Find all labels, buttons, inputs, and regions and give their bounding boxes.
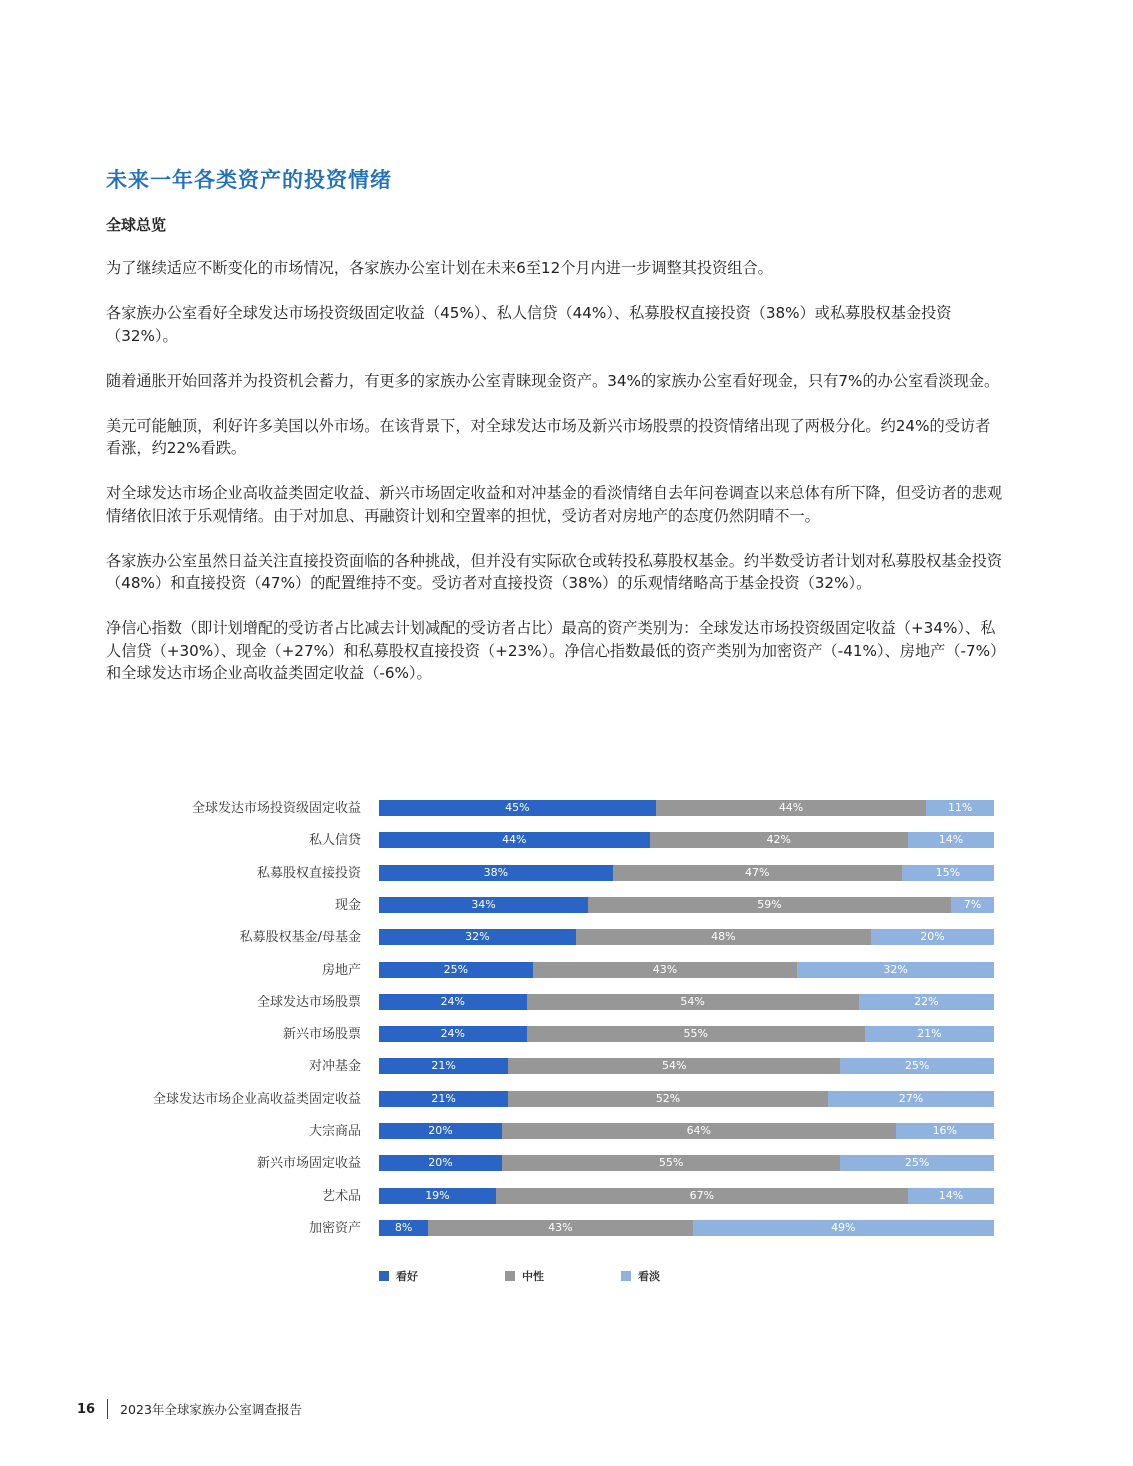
category-label: 私募股权直接投资 xyxy=(256,865,361,881)
bar-segment-neutral xyxy=(496,1188,908,1204)
bar-segment-positive xyxy=(379,832,650,848)
category-label: 大宗商品 xyxy=(308,1124,361,1139)
stacked-bar xyxy=(379,1188,994,1204)
legend-swatch xyxy=(505,1271,515,1281)
stacked-bar xyxy=(379,1220,994,1236)
category-label: 现金 xyxy=(334,897,361,913)
bar-segment-neutral xyxy=(527,994,859,1010)
data-label: 44% xyxy=(502,833,527,847)
legend-label: 看淡 xyxy=(638,1270,660,1283)
paragraph: 美元可能触顶，利好许多美国以外市场。在该背景下，对全球发达市场及新兴市场股票的投资情绪出现了两极分化。约24%的受访者看涨，约22%看跌。 xyxy=(106,416,991,457)
data-label: 44% xyxy=(778,801,804,814)
chart-row xyxy=(0,800,1133,817)
paragraph: 净信心指数（即计划增配的受访者占比减去计划减配的受访者占比）最高的资产类别为：全球发达市场投资级固定收益（+34%）、私人信贷（+30%）、现金（+27%）和私募股权直接投资（+23%）。净信心指数最低的资产类别为加密资产（-41%）、房地产（-7%）和全球发达市场企业高收益类固定收益（-6%）。 xyxy=(106,619,998,682)
page-title: 未来一年各类资产的投资情绪 xyxy=(106,168,392,192)
data-label: 21% xyxy=(431,1091,456,1105)
chart-row xyxy=(0,897,1133,914)
category-label: 私募股权基金/母基金 xyxy=(239,930,361,946)
data-label: 32% xyxy=(465,930,490,944)
data-label: 55% xyxy=(658,1156,684,1170)
stacked-bar xyxy=(379,897,994,913)
stacked-bar xyxy=(379,1155,994,1171)
bar-segment-negative xyxy=(908,1188,994,1204)
data-label: 24% xyxy=(440,1027,466,1041)
data-label: 7% xyxy=(963,897,982,911)
data-label: 15% xyxy=(935,865,961,879)
stacked-bar xyxy=(379,962,994,978)
bar-segment-negative xyxy=(859,994,994,1010)
bar-segment-neutral xyxy=(508,1058,840,1074)
chart-row xyxy=(0,1058,1133,1075)
category-label: 艺术品 xyxy=(321,1188,361,1204)
bar-segment-negative xyxy=(871,929,994,945)
stacked-bar xyxy=(379,832,994,848)
data-label: 25% xyxy=(443,962,469,976)
bar-segment-negative xyxy=(951,897,994,913)
bar-segment-neutral xyxy=(588,897,951,913)
bar-segment-neutral xyxy=(508,1091,828,1107)
stacked-bar xyxy=(379,1091,994,1107)
data-label: 43% xyxy=(652,962,678,976)
stacked-bar xyxy=(379,1058,994,1074)
stacked-bar xyxy=(379,800,994,816)
data-label: 47% xyxy=(744,865,770,879)
legend-item xyxy=(621,1268,660,1284)
paragraph: 各家族办公室虽然日益关注直接投资面临的各种挑战，但并没有实际砍仓或转投私募股权基金。约半数受访者计划对私募股权基金投资（48%）和直接投资（47%）的配置维持不变。受访者对直接投资（38%）的乐观情绪略高于基金投资（32%）。 xyxy=(106,551,1003,592)
sentiment-stacked-bar-chart xyxy=(0,790,1133,1290)
data-label: 55% xyxy=(683,1027,708,1041)
category-label: 加密资产 xyxy=(308,1220,361,1236)
paragraph: 随着通胀开始回落并为投资机会蓄力，有更多的家族办公室青睐现金资产。34%的家族办公室看好现金，只有7%的办公室看淡现金。 xyxy=(106,371,1000,390)
chart-row xyxy=(0,1091,1133,1108)
chart-row xyxy=(0,929,1133,946)
bar-segment-positive xyxy=(379,1123,502,1139)
bar-segment-neutral xyxy=(650,832,908,848)
bar-segment-neutral xyxy=(428,1220,692,1236)
legend-item xyxy=(505,1268,544,1284)
bar-segment-negative xyxy=(828,1091,994,1107)
data-label: 32% xyxy=(883,962,908,976)
bar-segment-positive xyxy=(379,962,533,978)
chart-row xyxy=(0,865,1133,882)
data-label: 45% xyxy=(505,801,530,814)
chart-row xyxy=(0,962,1133,979)
bar-segment-negative xyxy=(908,832,994,848)
category-label: 私人信贷 xyxy=(308,833,361,849)
data-label: 34% xyxy=(471,897,496,911)
chart-row xyxy=(0,994,1133,1011)
category-label: 房地产 xyxy=(321,962,361,978)
bar-segment-negative xyxy=(840,1155,994,1171)
bar-segment-positive xyxy=(379,897,588,913)
bar-segment-neutral xyxy=(533,962,797,978)
page-number: 16 xyxy=(77,1401,96,1417)
chart-row xyxy=(0,1123,1133,1140)
data-label: 20% xyxy=(920,930,945,944)
bar-segment-negative xyxy=(926,800,994,816)
body-text xyxy=(106,257,1003,707)
bar-segment-neutral xyxy=(656,800,927,816)
data-label: 20% xyxy=(428,1156,453,1170)
footer-divider xyxy=(107,1399,108,1419)
bar-segment-positive xyxy=(379,1026,527,1042)
data-label: 22% xyxy=(914,994,939,1008)
bar-segment-neutral xyxy=(502,1123,896,1139)
data-label: 59% xyxy=(757,897,782,911)
bar-segment-neutral xyxy=(576,929,871,945)
section-subtitle: 全球总览 xyxy=(106,216,167,234)
chart-row xyxy=(0,832,1133,849)
bar-segment-neutral xyxy=(613,865,902,881)
category-label: 全球发达市场投资级固定收益 xyxy=(191,801,361,816)
stacked-bar xyxy=(379,1026,994,1042)
stacked-bar xyxy=(379,1123,994,1139)
stacked-bar xyxy=(379,994,994,1010)
legend-label: 中性 xyxy=(522,1270,544,1283)
data-label: 27% xyxy=(898,1091,924,1105)
paragraph: 各家族办公室看好全球发达市场投资级固定收益（45%）、私人信贷（44%）、私募股权直接投资（38%）或私募股权基金投资（32%）。 xyxy=(106,304,952,345)
stacked-bar xyxy=(379,929,994,945)
bar-segment-positive xyxy=(379,1058,508,1074)
data-label: 54% xyxy=(680,994,705,1008)
chart-legend xyxy=(0,1268,1133,1288)
category-label: 对冲基金 xyxy=(308,1059,361,1075)
bar-segment-positive xyxy=(379,1188,496,1204)
bar-segment-negative xyxy=(865,1026,994,1042)
bar-segment-negative xyxy=(797,962,994,978)
legend-swatch xyxy=(379,1271,389,1281)
data-label: 38% xyxy=(483,865,509,879)
category-label: 全球发达市场股票 xyxy=(256,994,361,1010)
page-footer xyxy=(77,1398,302,1420)
data-label: 21% xyxy=(431,1059,456,1073)
data-label: 43% xyxy=(548,1220,573,1234)
legend-item xyxy=(379,1268,418,1284)
bar-segment-negative xyxy=(902,865,994,881)
data-label: 42% xyxy=(766,833,791,847)
data-label: 64% xyxy=(686,1124,712,1137)
chart-row xyxy=(0,1155,1133,1172)
data-label: 11% xyxy=(947,801,973,814)
data-label: 8% xyxy=(394,1220,413,1234)
bar-segment-positive xyxy=(379,994,527,1010)
category-label: 新兴市场固定收益 xyxy=(256,1156,361,1172)
data-label: 25% xyxy=(904,1059,930,1073)
bar-segment-negative xyxy=(693,1220,994,1236)
bar-segment-positive xyxy=(379,1155,502,1171)
chart-row xyxy=(0,1220,1133,1237)
bar-segment-neutral xyxy=(502,1155,840,1171)
chart-row xyxy=(0,1188,1133,1205)
bar-segment-neutral xyxy=(527,1026,865,1042)
data-label: 21% xyxy=(917,1027,942,1041)
bar-segment-positive xyxy=(379,1091,508,1107)
bar-segment-positive xyxy=(379,1220,428,1236)
category-label: 全球发达市场企业高收益类固定收益 xyxy=(152,1091,361,1107)
category-label: 新兴市场股票 xyxy=(282,1027,361,1043)
legend-label: 看好 xyxy=(396,1270,418,1283)
data-label: 48% xyxy=(711,930,736,944)
paragraph: 对全球发达市场企业高收益类固定收益、新兴市场固定收益和对冲基金的看淡情绪自去年问卷调查以来总体有所下降，但受访者的悲观情绪依旧浓于乐观情绪。由于对加息、再融资计划和空置率的担忧，受访者对房地产的态度仍然阴晴不一。 xyxy=(106,484,1003,525)
data-label: 49% xyxy=(831,1220,856,1234)
data-label: 20% xyxy=(428,1124,453,1137)
footer-report-title: 2023年全球家族办公室调查报告 xyxy=(120,1402,302,1417)
chart-row xyxy=(0,1026,1133,1043)
bar-segment-positive xyxy=(379,800,656,816)
bar-segment-positive xyxy=(379,865,613,881)
paragraph: 为了继续适应不断变化的市场情况，各家族办公室计划在未来6至12个月内进一步调整其投资组合。 xyxy=(106,259,773,277)
stacked-bar xyxy=(379,865,994,881)
data-label: 52% xyxy=(655,1091,681,1105)
bar-segment-positive xyxy=(379,929,576,945)
legend-swatch xyxy=(621,1271,631,1281)
bar-segment-negative xyxy=(896,1123,994,1139)
bar-segment-negative xyxy=(840,1058,994,1074)
data-label: 14% xyxy=(938,1188,964,1202)
data-label: 19% xyxy=(425,1188,450,1202)
data-label: 67% xyxy=(689,1188,715,1202)
data-label: 24% xyxy=(440,994,466,1008)
data-label: 14% xyxy=(938,833,964,847)
data-label: 54% xyxy=(661,1059,687,1073)
data-label: 16% xyxy=(932,1124,958,1137)
data-label: 25% xyxy=(904,1156,930,1170)
